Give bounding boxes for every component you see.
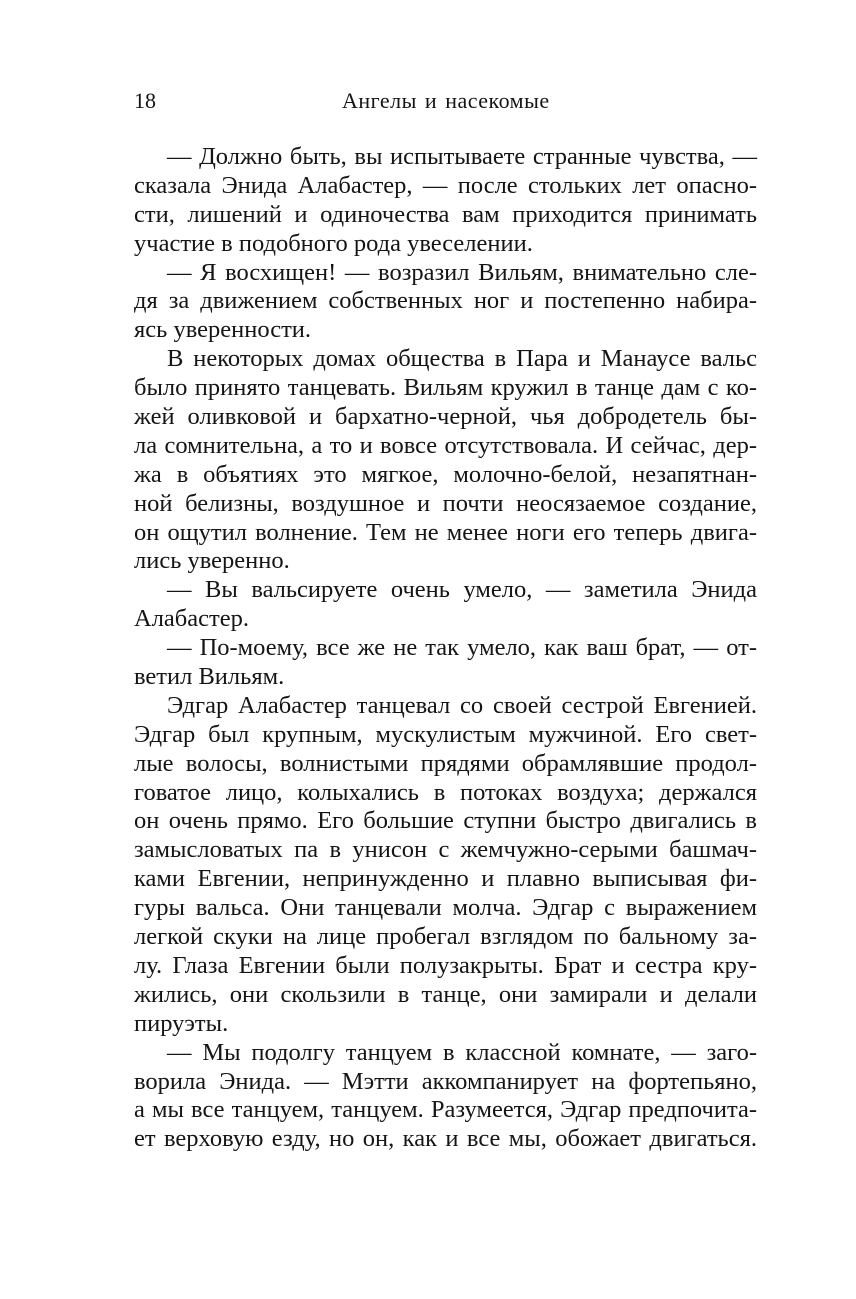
text-line: сти, лишений и одиночества вам приходится принимать bbox=[134, 200, 757, 228]
page-number: 18 bbox=[134, 88, 156, 113]
text-line: легкой скуки на лице пробегал взглядом по бальному за- bbox=[134, 923, 757, 951]
text-line: замысловатых па в унисон с жемчужно-серыми башмач- bbox=[134, 836, 757, 864]
text-line: жа в объятиях это мягкое, молочно-белой, незапятнан- bbox=[134, 460, 757, 488]
text-line: В некоторых домах общества в Пара и Манаусе вальс bbox=[167, 345, 757, 373]
text-line: — Вы вальсируете очень умело, — заметила Энида bbox=[167, 576, 757, 604]
page-header bbox=[134, 86, 757, 116]
text-line: ветил Вильям. bbox=[134, 663, 285, 691]
text-line: ками Евгении, непринужденно и плавно выписывая фи- bbox=[134, 865, 757, 893]
text-line: жей оливковой и бархатно-черной, чья добродетель бы- bbox=[134, 403, 757, 431]
text-line: лу. Глаза Евгении были полузакрыты. Брат и сестра кру- bbox=[134, 951, 757, 979]
text-line: было принято танцевать. Вильям кружил в танце дам с ко- bbox=[134, 374, 757, 402]
text-line: ворила Энида. — Мэтти аккомпанирует на фортепьяно, bbox=[134, 1067, 757, 1095]
text-line: ной белизны, воздушное и почти неосязаемое создание, bbox=[134, 489, 757, 517]
text-line: лись уверенно. bbox=[134, 547, 290, 575]
text-line: участие в подобного рода увеселении. bbox=[134, 229, 533, 257]
body-text bbox=[134, 143, 757, 1154]
text-line: — Я восхищен! — возразил Вильям, внимательно сле- bbox=[167, 258, 757, 286]
text-line: дя за движением собственных ног и постепенно набира- bbox=[134, 287, 757, 315]
text-line: а мы все танцуем, танцуем. Разумеется, Эдгар предпочита- bbox=[134, 1096, 757, 1124]
running-title: Ангелы и насекомые bbox=[342, 88, 550, 113]
text-line: гуры вальса. Они танцевали молча. Эдгар с выражением bbox=[134, 894, 757, 922]
text-line: — Должно быть, вы испытываете странные чувства, — bbox=[167, 143, 757, 170]
text-line: Эдгар Алабастер танцевал со своей сестрой Евгенией. bbox=[167, 691, 757, 719]
text-line: — Мы подолгу танцуем в классной комнате, — заго- bbox=[167, 1038, 757, 1066]
text-line: ясь уверенности. bbox=[134, 316, 312, 344]
text-line: он ощутил волнение. Тем не менее ноги его теперь двига- bbox=[134, 518, 757, 546]
text-line: пируэты. bbox=[134, 1009, 229, 1037]
text-line: Эдгар был крупным, мускулистым мужчиной. Его свет- bbox=[134, 720, 757, 748]
text-line: говатое лицо, колыхались в потоках воздуха; держался bbox=[134, 778, 757, 806]
text-line: ла сомнительна, а то и вовсе отсутствовала. И сейчас, дер- bbox=[134, 431, 757, 459]
text-line: Алабастер. bbox=[134, 605, 249, 633]
text-line: он очень прямо. Его большие ступни быстро двигались в bbox=[134, 807, 757, 835]
text-line: — По-моему, все же не так умело, как ваш брат, — от- bbox=[167, 634, 757, 662]
text-line: сказала Энида Алабастер, — после стольких лет опасно- bbox=[134, 171, 757, 199]
text-line: ет верховую езду, но он, как и все мы, обожает двигаться. bbox=[134, 1125, 757, 1153]
text-line: жились, они скользили в танце, они замирали и делали bbox=[134, 980, 757, 1008]
text-line: лые волосы, волнистыми прядями обрамлявшие продол- bbox=[134, 749, 757, 777]
